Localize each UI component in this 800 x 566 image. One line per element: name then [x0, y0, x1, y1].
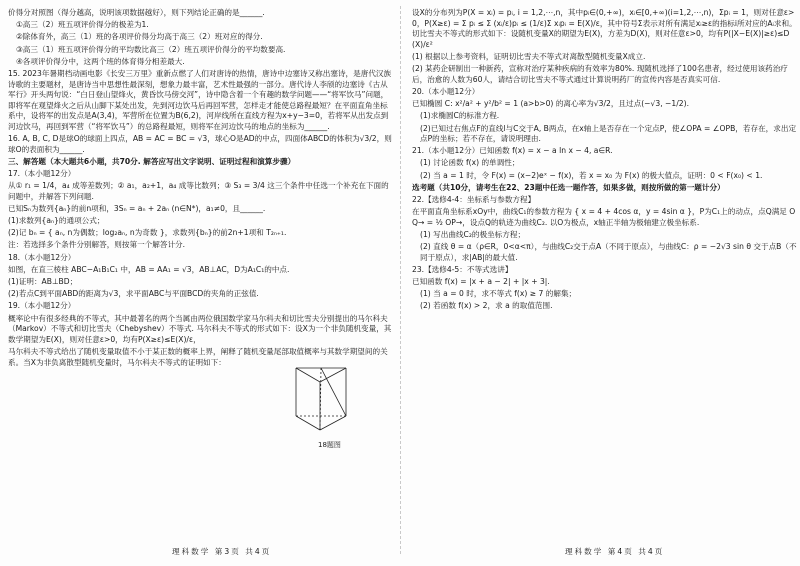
q17-note: 注：若选择多个条件分别解答，则按第一个解答计分. [8, 240, 186, 250]
q14-option-1: ①高三（2）班五项评价得分的极差为1. [16, 20, 149, 30]
q21-part-1: (1) 讨论函数 f(x) 的单调性； [420, 158, 520, 168]
q20-part-1: (1)求椭圆C的标准方程. [420, 111, 500, 121]
q19-stem: 概率论中有很多经典的不等式，其中最著名的两个当属由两位俄国数学家马尔科夫和切比雪夫分别提出的马尔科夫（Markov）不等式和切比雪夫（Chebyshev）不等式. 马尔科夫不等式的形式如下：设X为一个非负随机变量，其数学期望为E(X)，则对任意ε>0，均有P(X≥ε)≤E(X)/ε， [8, 313, 392, 344]
edge-a-b [296, 416, 320, 430]
q14-option-2: ②除体育外，高三（1）班的各项评价得分均高于高三（2）班对应的得分. [16, 32, 263, 42]
elective-heading: 选考题（共10分，请考生在22、23题中任选一题作答，如果多做，则按所做的第一题计分） [412, 183, 725, 193]
q22-stem: 在平面直角坐标系xOy中，曲线C₁的参数方程为 { x = 4 + 4cos α，y = 4sin α }，P为C₁上的动点，点Q满足 OQ→ = ½ OP→，设点Q的轨迹为曲线C₂. 以O为极点，x轴正半轴为极轴建立极坐标系. [412, 207, 796, 227]
q17-part-2: (2)记 bₙ = { aₙ, n为偶数；log₂aₙ, n为奇数 }，求数列{bₙ}的前2n+1项和 T₂ₙ₊₁. [8, 228, 287, 238]
edge-b1-c1 [320, 368, 346, 382]
section-3-heading: 三、解答题（本大题共6小题，共70分. 解答应写出文字说明、证明过程和演算步骤） [8, 157, 296, 167]
q19-part-2: (2) 某药企研制出一种新药，宣称对治疗某种疾病的有效率为80%. 现随机选择了100名患者，经过使用该药治疗后，治愈的人数为60人，请结合切比雪夫不等式通过计算说明药厂的宣传内容是否真实可信. [412, 64, 788, 84]
q22-part-2: (2) 直线 θ = α（ρ∈R，0<α<π），与曲线C₂交于点A（不同于原点），与曲线C：ρ = −2√3 sin θ 交于点B（不同于原点），求|AB|的最大值. [420, 242, 797, 262]
q21-stem: 21.（本小题12分）已知函数 f(x) = x − a ln x − 4, a∈R. [412, 146, 613, 156]
q18-title: 18.（本小题12分） [8, 252, 76, 262]
q18-part-2: (2)若点C到平面ABD的距离为√3，求平面ABC与平面BCD的夹角的正弦值. [8, 289, 259, 299]
q19-markov: 马尔科夫不等式给出了随机变量取值不小于某正数的概率上界，阐释了随机变量尾部取值概率与其数学期望间的关系。当X为非负离散型随机变量时，马尔科夫不等式的证明如下： [8, 346, 388, 367]
q23-part-2: (2) 若函数 f(x) > 2，求 a 的取值范围. [420, 301, 553, 311]
q23-stem: 已知函数 f(x) = |x + a − 2| + |x + 3|. [412, 276, 550, 286]
left-footer: 理科数学 第3页 共4页 [172, 547, 272, 556]
q21-part-2: (2) 当 a = 1 时，令 F(x) = (x−2)eˣ − f(x)，若 x = x₀ 为 F(x) 的极大值点，证明：0 < F(x₀) < 1. [420, 170, 763, 180]
q20-part-2: (2)已知过右焦点F的直线l与C交于A, B两点，在x轴上是否存在一个定点P，使∠OPA = ∠OPB，若存在，求出定点P的坐标；若不存在，请说明理由. [420, 123, 797, 144]
q14-option-4: ④各项评价得分中，这两个班的体育得分相差最大. [16, 56, 185, 66]
q18-stem: 如图，在直三棱柱 ABC−A₁B₁C₁ 中，AB = AA₁ = √3，AB⊥AC，D为A₁C₁的中点. [8, 264, 290, 274]
page-divider [400, 6, 401, 554]
q19-part-1: (1) 根据以上参考资料，证明切比雪夫不等式对离散型随机变量X成立. [412, 51, 646, 61]
prism-figure [286, 358, 378, 436]
right-footer: 理科数学 第4页 共4页 [565, 547, 665, 556]
q17-title: 17.（本小题12分） [8, 168, 76, 178]
edge-a1-b1 [296, 368, 320, 382]
edge-b-c [320, 416, 346, 430]
q23-title: 23.【选修4-5：不等式选讲】 [412, 264, 513, 274]
q23-part-1: (1) 当 a = 0 时，求不等式 f(x) ≥ 7 的解集； [420, 289, 577, 299]
q22-title: 22.【选修4-4：坐标系与参数方程】 [412, 194, 536, 204]
q17-stem: 从① r₁ = 1/4，a₄ 成等差数列；② a₁，a₂+1，a₄ 成等比数列；③ S₃ = 3/4 这三个条件中任选一个补充在下面的问题中，并解答下列问题. [8, 181, 389, 201]
q14-option-3: ③高三（1）班五项评价得分的平均数比高三（2）班五项评价得分的平均数要高. [16, 44, 286, 54]
q20-stem: 已知椭圆 C: x²/a² + y²/b² = 1 (a>b>0) 的离心率为√3/2，且过点(−√3, −1/2). [412, 99, 689, 109]
q17-given: 已知Sₙ为数列{aₙ}的前n项和，3Sₙ = aₙ + 2aₙ (n∈N*)，a₁≠0，且______. [8, 203, 266, 213]
question-16: 16. A, B, C, D是球O的球面上四点，AB = AC = BC = √3，球心O是AD的中点，四面体ABCD的体积为√3/2，则球O的表面积为______. [8, 134, 392, 154]
segment-cd [321, 368, 346, 416]
q17-part-1: (1)求数列{aₙ}的通项公式； [8, 216, 105, 226]
figure-caption: 18题图 [318, 441, 341, 449]
q20-title: 20.（本小题12分） [412, 86, 480, 96]
q18-part-1: (1)证明：AB⊥BD； [8, 276, 78, 286]
right-page [412, 8, 798, 314]
q19-title: 19.（本小题12分） [8, 301, 76, 311]
q19-proof: 设X的分布列为P(X = xᵢ) = pᵢ, i = 1,2,⋯,n，其中pᵢ∈(0,+∞)，xᵢ∈[0,+∞)(i=1,2,⋯,n)，Σpᵢ = 1，则对任意ε>0，P(X≥ε) = Σ pᵢ ≤ Σ (xᵢ/ε)pᵢ ≤ (1/ε)Σ xᵢpᵢ = E(X)/ε，其中符号Σ表示对所有满足xᵢ≥ε的指标i所对应的Aᵢ求和。切比雪夫不等式的形式如下：设随机变量X的期望为E(X)，方差为D(X)，则对任意ε>0，均有P(|X−E(X)|≥ε)≤D(X)/ε² [412, 8, 797, 49]
question-15: 15. 2023年暑期档动画电影《长安三万里》重新点燃了人们对唐诗的热情，唐诗中边塞诗又称出塞诗，是唐代汉族诗歌的主要题材，是唐诗当中思想性最深刻，想象力最丰富，艺术性最强的一部分。唐代诗人李颀的边塞诗《古从军行》开头两句说：“白日登山望烽火，黄昏饮马傍交河”，诗中隐含着一个有趣的数学问题——“将军饮马”问题，即将军在观望烽火之后从山脚下某处出发，先到河边饮马后再回军营，怎样走才能使总路程最短？在平面直角坐标系中，设将军的出发点是A(3,4)，军营所在位置为B(6,2)，河岸线所在直线方程为x+y−3=0，若将军从出发点到河边饮马，再回到军营（“将军饮马”）的总路程最短，则将军在河边饮马的地点的坐标为______. [8, 68, 392, 131]
q22-part-1: (1) 写出曲线C₂的极坐标方程； [420, 229, 526, 239]
q14-tail: 价得分对照图（得分越高，说明该项数据越好），则下列结论正确的是______. [8, 8, 265, 17]
left-page [8, 8, 394, 370]
